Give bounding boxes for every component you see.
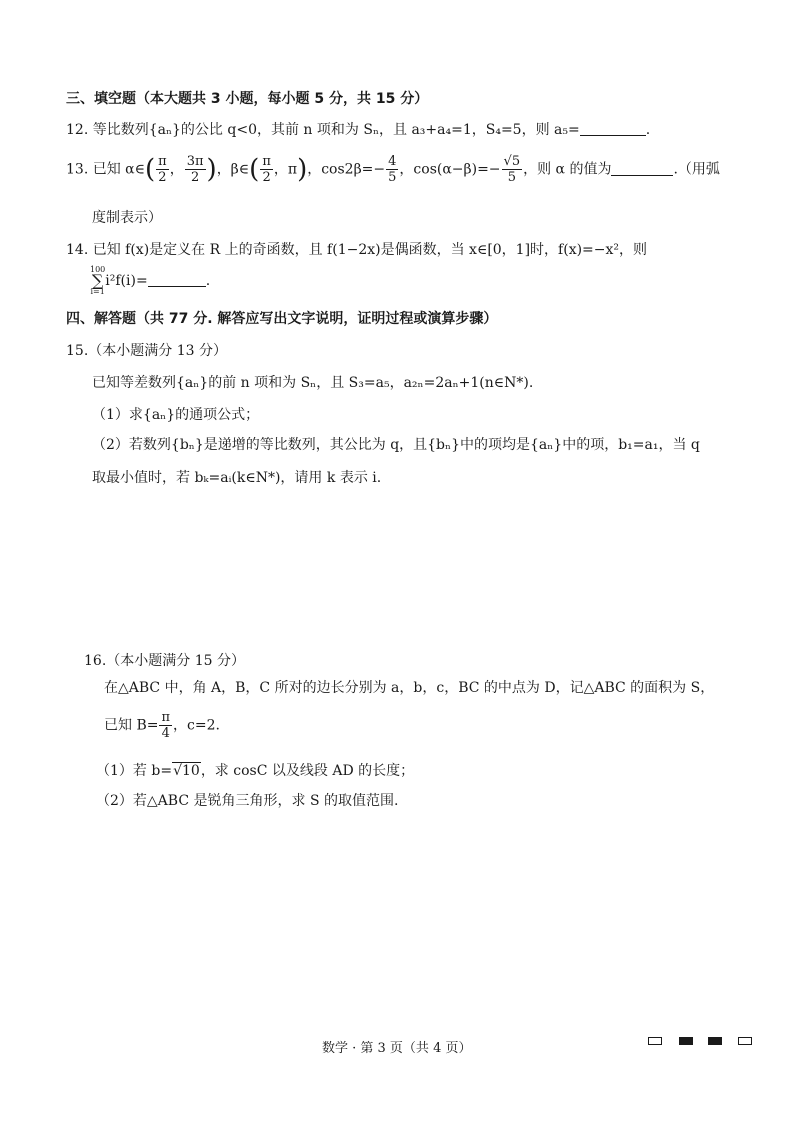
question-12 (66, 119, 650, 139)
q13-frac-2: $\frac{3\pi}{2}$ (186, 154, 204, 185)
q15-part-1: （1）求{aₙ}的通项公式； (92, 407, 260, 423)
q13-frac-5: $\frac{√5}{5}$ (503, 154, 521, 185)
q16-part-1-text-a: （1）若 b= (96, 763, 173, 779)
q12-number: 12. (66, 122, 89, 138)
q13-text-6: ，则 α 的值为 (523, 161, 612, 178)
q13-text-2: ，β∈ (216, 161, 250, 178)
q13-text-4: ，cos2β=− (307, 161, 386, 178)
q14-number: 14. (66, 242, 89, 258)
q16-part-1 (96, 760, 414, 780)
page-footer: 数学 · 第 3 页（共 4 页） (322, 1041, 472, 1056)
q15-part-2-cont: 取最小值时，若 bₖ=aᵢ(k∈N*)，请用 k 表示 i. (92, 470, 382, 486)
q16-part-1-text-b: ，求 cosC 以及线段 AD 的长度； (200, 763, 415, 779)
q14-answer-blank (148, 274, 206, 287)
q14-text-1: 已知 f(x)是定义在 R 上的奇函数，且 f(1−2x)是偶函数，当 x∈[0，1]时，f(x)=−x²，则 (92, 242, 648, 258)
q13-frac-3: $\frac{\pi}{2}$ (262, 154, 271, 185)
q13-text-1: 已知 α∈ (92, 161, 145, 178)
q16-sqrt-10: √10 (173, 763, 200, 779)
q14-end: . (205, 273, 211, 289)
q13-text-7: .（用弧 (673, 161, 720, 178)
q13-frac-4: $\frac{4}{5}$ (388, 154, 397, 185)
q16-line-2 (104, 710, 220, 741)
q13-frac-1: $\frac{\pi}{2}$ (158, 154, 167, 185)
q16-frac: $\frac{\pi}{4}$ (161, 710, 171, 741)
q12-answer-blank (580, 123, 646, 136)
section-3-heading: 三、填空题（本大题共 3 小题，每小题 5 分，共 15 分） (66, 91, 429, 107)
q13-answer-blank (611, 163, 673, 176)
q16-heading: 16.（本小题满分 15 分） (84, 653, 245, 669)
q15-part-2: （2）若数列{bₙ}是递增的等比数列，其公比为 q，且{bₙ}中的项均是{aₙ}中的项，b₁=a₁，当 q (92, 437, 700, 453)
q12-text: 等比数列{aₙ}的公比 q<0，其前 n 项和为 Sₙ，且 a₃+a₄=1，S₄=5，则 a₅= (92, 122, 580, 138)
mark-filled-2 (708, 1037, 722, 1045)
q13-text-5: ，cos(α−β)=− (399, 161, 501, 178)
q13-text-3: ，π (273, 161, 298, 178)
q16-text-given: 已知 B= (104, 717, 159, 734)
mark-hollow-1 (648, 1037, 662, 1045)
q15-heading: 15.（本小题满分 13 分） (66, 343, 227, 359)
q16-part-2: （2）若△ABC 是锐角三角形，求 S 的取值范围. (96, 793, 399, 809)
question-13: 13. 已知 α∈( $\frac{\pi}{2}$ ， $\frac{3\pi}{2}$ )，β∈( $\frac{\pi}{2}$ ，π)，cos2β=− $\frac{4}{5}$ ，cos(α−β)=− $\frac{√5}{5}$ ，则 α 的值为 .（用弧 (66, 154, 720, 185)
question-14 (66, 239, 647, 259)
q15-line-1: 已知等差数列{aₙ}的前 n 项和为 Sₙ，且 S₃=a₅，a₂ₙ=2aₙ+1(n∈N*). (92, 375, 534, 391)
q14-text-2: i²f(i)= (105, 273, 148, 289)
q16-line-1: 在△ABC 中，角 A，B，C 所对的边长分别为 a，b，c，BC 的中点为 D，记△ABC 的面积为 S， (104, 680, 715, 696)
mark-filled-1 (679, 1037, 693, 1045)
mark-hollow-2 (738, 1037, 752, 1045)
q13-number: 13. (66, 161, 89, 178)
q14-line-2 (90, 266, 210, 296)
q12-end: . (645, 122, 651, 138)
q16-text-c: ，c=2. (173, 717, 220, 734)
q14-summation: 100 ∑ i=1 (90, 265, 106, 296)
section-4-heading: 四、解答题（共 77 分. 解答应写出文字说明，证明过程或演算步骤） (66, 311, 498, 327)
q13-line-2: 度制表示） (92, 210, 162, 226)
